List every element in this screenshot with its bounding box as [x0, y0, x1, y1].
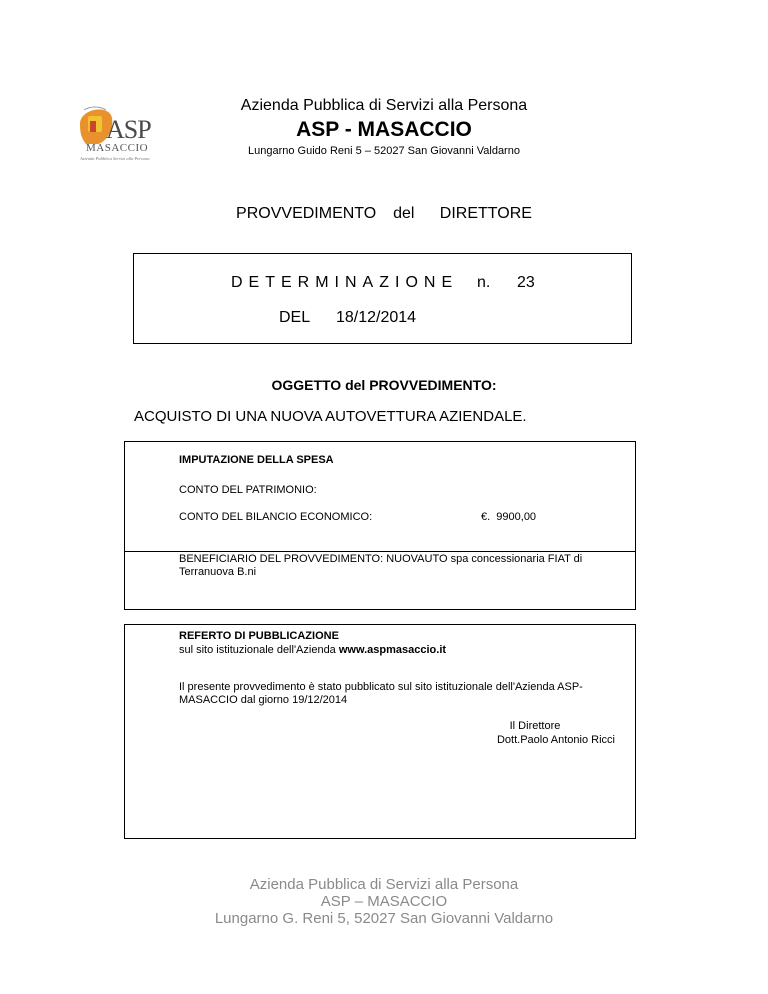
determinazione-del-label: DEL — [279, 309, 311, 326]
footer-title: ASP – MASACCIO — [320, 893, 448, 910]
signature-name: Dott.Paolo Antonio Ricci — [496, 734, 615, 746]
determinazione-date: 18/12/2014 — [336, 309, 417, 326]
footer-organization: Azienda Pubblica di Servizi alla Persona — [249, 876, 519, 893]
determinazione-label: DETERMINAZIONE — [231, 274, 459, 291]
logo-tagline: Azienda Pubblica Servizi alla Persona — [80, 156, 150, 161]
conto-patrimonio: CONTO DEL PATRIMONIO: — [179, 484, 317, 496]
determinazione-number: 23 — [517, 274, 535, 291]
oggetto-label: OGGETTO del PROVVEDIMENTO: — [271, 377, 497, 393]
referto-sito-line — [179, 644, 446, 657]
importo: €. 9900,00 — [481, 511, 537, 523]
referto-heading: REFERTO DI PUBBLICAZIONE — [179, 630, 339, 642]
footer-address: Lungarno G. Reni 5, 52027 San Giovanni Valdarno — [214, 910, 554, 927]
referto-site-link[interactable]: www.aspmasaccio.it — [338, 644, 447, 656]
header-title: ASP - MASACCIO — [296, 118, 472, 141]
beneficiario: BENEFICIARIO DEL PROVVEDIMENTO: NUOVAUTO spa concessionaria FIAT di Terranuova B.ni — [179, 553, 583, 578]
provvedimento-title: PROVVEDIMENTO del DIRETTORE — [236, 205, 532, 222]
determinazione-box — [133, 253, 632, 344]
referto-sito-text: sul sito istituzionale dell'Azienda — [179, 644, 339, 656]
logo-name: MASACCIO — [86, 142, 149, 154]
spesa-box — [124, 441, 636, 610]
referto-box — [124, 624, 636, 839]
spesa-divider — [125, 551, 635, 552]
referto-paragraph: Il presente provvedimento è stato pubblicato sul sito istituzionale dell'Azienda ASP-MASACCIO dal giorno 19/12/2014 — [179, 681, 583, 706]
logo-brand: ASP — [106, 115, 151, 144]
signature-role: Il Direttore — [509, 720, 561, 732]
spesa-heading: IMPUTAZIONE DELLA SPESA — [179, 454, 334, 466]
conto-bilancio: CONTO DEL BILANCIO ECONOMICO: — [179, 511, 373, 523]
oggetto-text: ACQUISTO DI UNA NUOVA AUTOVETTURA AZIENDALE. — [134, 408, 527, 425]
determinazione-n-label: n. — [477, 274, 491, 291]
header-address: Lungarno Guido Reni 5 – 52027 San Giovanni Valdarno — [248, 145, 520, 157]
header-organization: Azienda Pubblica di Servizi alla Persona — [240, 97, 528, 114]
